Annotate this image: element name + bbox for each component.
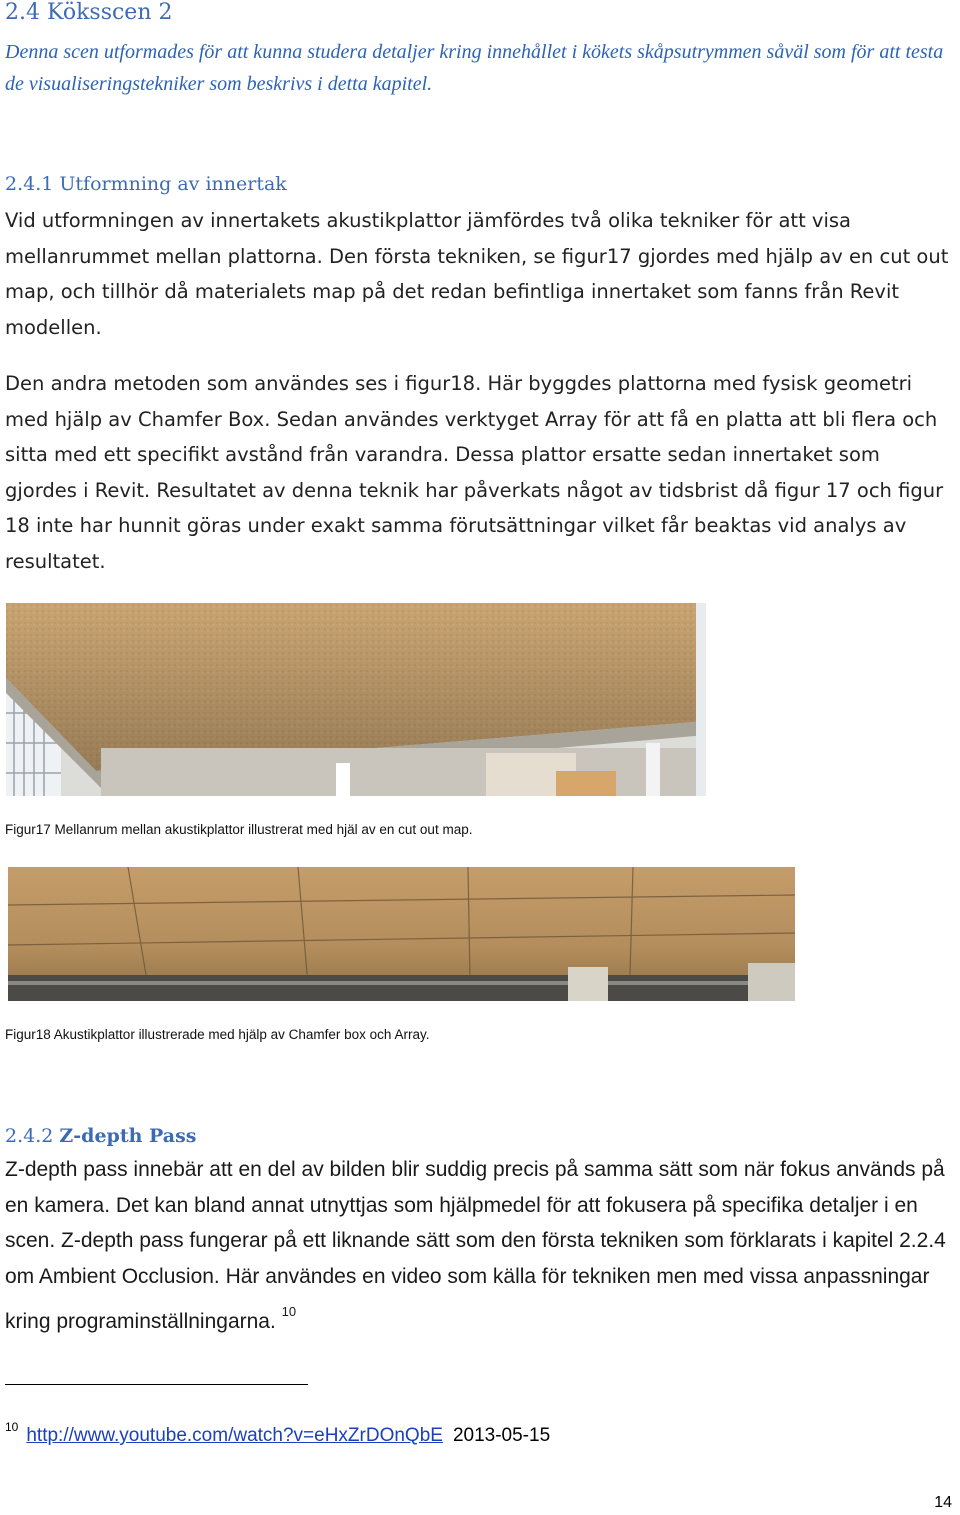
figure-17-caption: Figur17 Mellanrum mellan akustikplattor illustrerat med hjäl av en cut out map. — [5, 822, 473, 837]
figure-17-image — [6, 603, 706, 796]
section-heading: 2.4 Köksscen 2 — [5, 0, 173, 25]
footnote-reference[interactable]: 10 — [281, 1304, 297, 1319]
footnote-date: 2013-05-15 — [452, 1425, 551, 1446]
paragraph-1-rest: Den första tekniken, se figur17 gjordes med hjälp av en cut out map, och tillhör då materialets map på det redan befintliga innertaket som fanns från Revit modellen. — [5, 244, 949, 339]
subsection-heading-2-text: Z-depth Pass — [59, 1125, 197, 1147]
paragraph-1-serif-part: Vid utformningen av innertakets akustikplattor jämfördes två olika tekniker för att visa mellanrummet mellan plattorna. — [5, 209, 851, 268]
footnote-number: 10 — [5, 1420, 19, 1434]
paragraph-3-text: Z-depth pass innebär att en del av bilden blir suddig precis på samma sätt som när fokus används på en kamera. Det kan bland annat utnyttjas som hjälpmedel för att fokusera på specifika detaljer i en scen. Z-depth pass fungerar på ett liknande sätt som den första tekniken som förklarats i kapitel 2.2.4 om Ambient Occlusion. Här användes en video som källa för tekniken men med vissa anpassningar kring programinställningarna. — [5, 1158, 946, 1333]
footnote-link[interactable]: http://www.youtube.com/watch?v=eHxZrDOnQbE — [26, 1425, 443, 1446]
paragraph-1 — [5, 203, 957, 345]
page-number: 14 — [934, 1494, 952, 1511]
subsection-heading-2-number: 2.4.2 — [5, 1125, 54, 1147]
footnote — [5, 1420, 550, 1447]
subsection-heading-1: 2.4.1 Utformning av innertak — [5, 173, 287, 195]
subsection-heading-2 — [5, 1125, 197, 1147]
figure-18-caption: Figur18 Akustikplattor illustrerade med hjälp av Chamfer box och Array. — [5, 1027, 430, 1042]
figure-18-image — [8, 867, 795, 1001]
section-intro: Denna scen utformades för att kunna studera detaljer kring innehållet i kökets skåpsutrymmen såväl som för att testa de visualiseringstekniker som beskrivs i detta kapitel. — [5, 41, 944, 95]
paragraph-2: Den andra metoden som användes ses i figur18. Här byggdes plattorna med fysisk geometri med hjälp av Chamfer Box. Sedan användes verktyget Array för att få en platta att bli flera och sitta med ett specifikt avstånd från varandra. Dessa plattor ersatte sedan innertaket som gjordes i Revit. Resultatet av denna teknik har påverkats något av tidsbrist då figur 17 och figur 18 inte har hunnit göras under exakt samma förutsättningar vilket får beaktas vid analys av resultatet. — [5, 372, 944, 573]
paragraph-3 — [5, 1152, 957, 1340]
footnote-separator — [5, 1384, 308, 1385]
